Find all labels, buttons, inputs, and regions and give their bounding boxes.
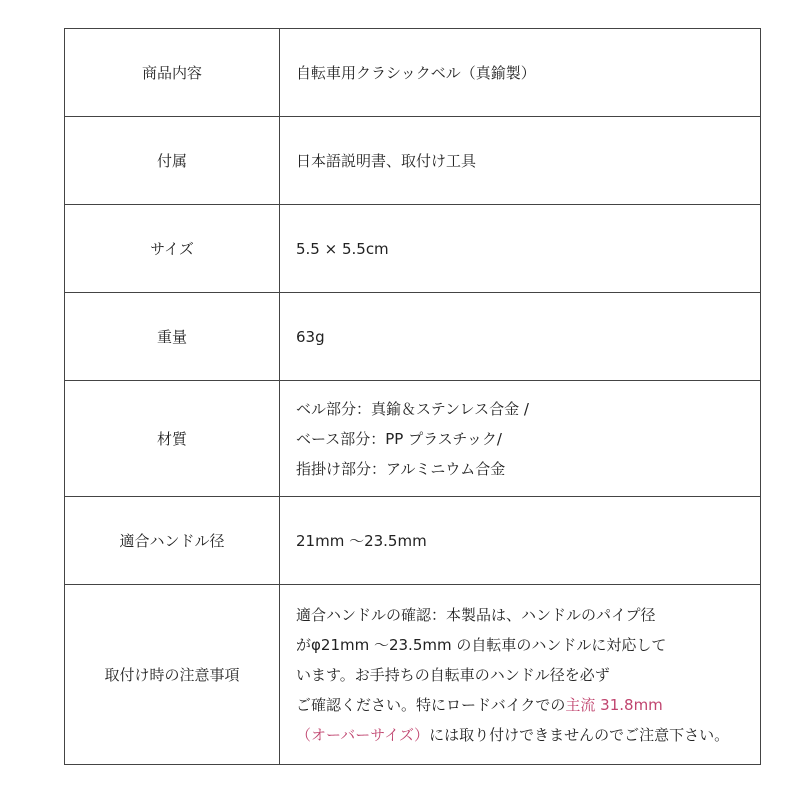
spec-label: 取付け時の注意事項: [65, 585, 280, 765]
spec-value: [280, 585, 761, 765]
spec-row-contents: [65, 29, 761, 117]
spec-row-accessories: [65, 117, 761, 205]
notes-text: には取り付けできませんのでご注意下さい。: [429, 725, 730, 744]
spec-label: サイズ: [65, 205, 280, 293]
spec-value-line: 指掛け部分：アルミニウム合金: [296, 459, 506, 478]
spec-value-line: 21mm ～23.5mm: [296, 531, 427, 550]
spec-value: [280, 205, 761, 293]
spec-value-line: 自転車用クラシックベル（真鍮製）: [296, 63, 536, 82]
spec-row-material: [65, 381, 761, 497]
notes-line: います。お手持ちの自転車のハンドル径を必ず: [296, 665, 610, 684]
spec-row-handle-diameter: [65, 497, 761, 585]
spec-label: 付属: [65, 117, 280, 205]
notes-line: 適合ハンドルの確認：本製品は、ハンドルのパイプ径: [296, 605, 656, 624]
notes-text: ご確認ください。特にロードバイクでの: [296, 695, 566, 714]
spec-value: [280, 497, 761, 585]
spec-label: 材質: [65, 381, 280, 497]
spec-row-weight: [65, 293, 761, 381]
spec-row-mounting-notes: [65, 585, 761, 765]
notes-highlight: （オーバーサイズ）: [296, 725, 430, 744]
spec-value: [280, 117, 761, 205]
spec-value-line: 63g: [296, 327, 325, 346]
spec-value-line: ベース部分：PP プラスチック/: [296, 429, 502, 448]
notes-line: [296, 720, 760, 750]
notes-line: [296, 690, 760, 720]
product-spec-table: [64, 28, 761, 765]
spec-label: 商品内容: [65, 29, 280, 117]
notes-line: がφ21mm ～23.5mm の自転車のハンドルに対応して: [296, 635, 667, 654]
spec-label: 重量: [65, 293, 280, 381]
spec-value: [280, 293, 761, 381]
spec-value: [280, 29, 761, 117]
notes-highlight: 主流 31.8mm: [565, 695, 663, 714]
spec-row-size: [65, 205, 761, 293]
spec-value-line: 日本語説明書、取付け工具: [296, 151, 477, 170]
spec-label: 適合ハンドル径: [65, 497, 280, 585]
spec-value: [280, 381, 761, 497]
spec-value-line: 5.5 × 5.5cm: [296, 239, 389, 258]
spec-value-line: ベル部分：真鍮＆ステンレス合金 /: [296, 399, 529, 418]
